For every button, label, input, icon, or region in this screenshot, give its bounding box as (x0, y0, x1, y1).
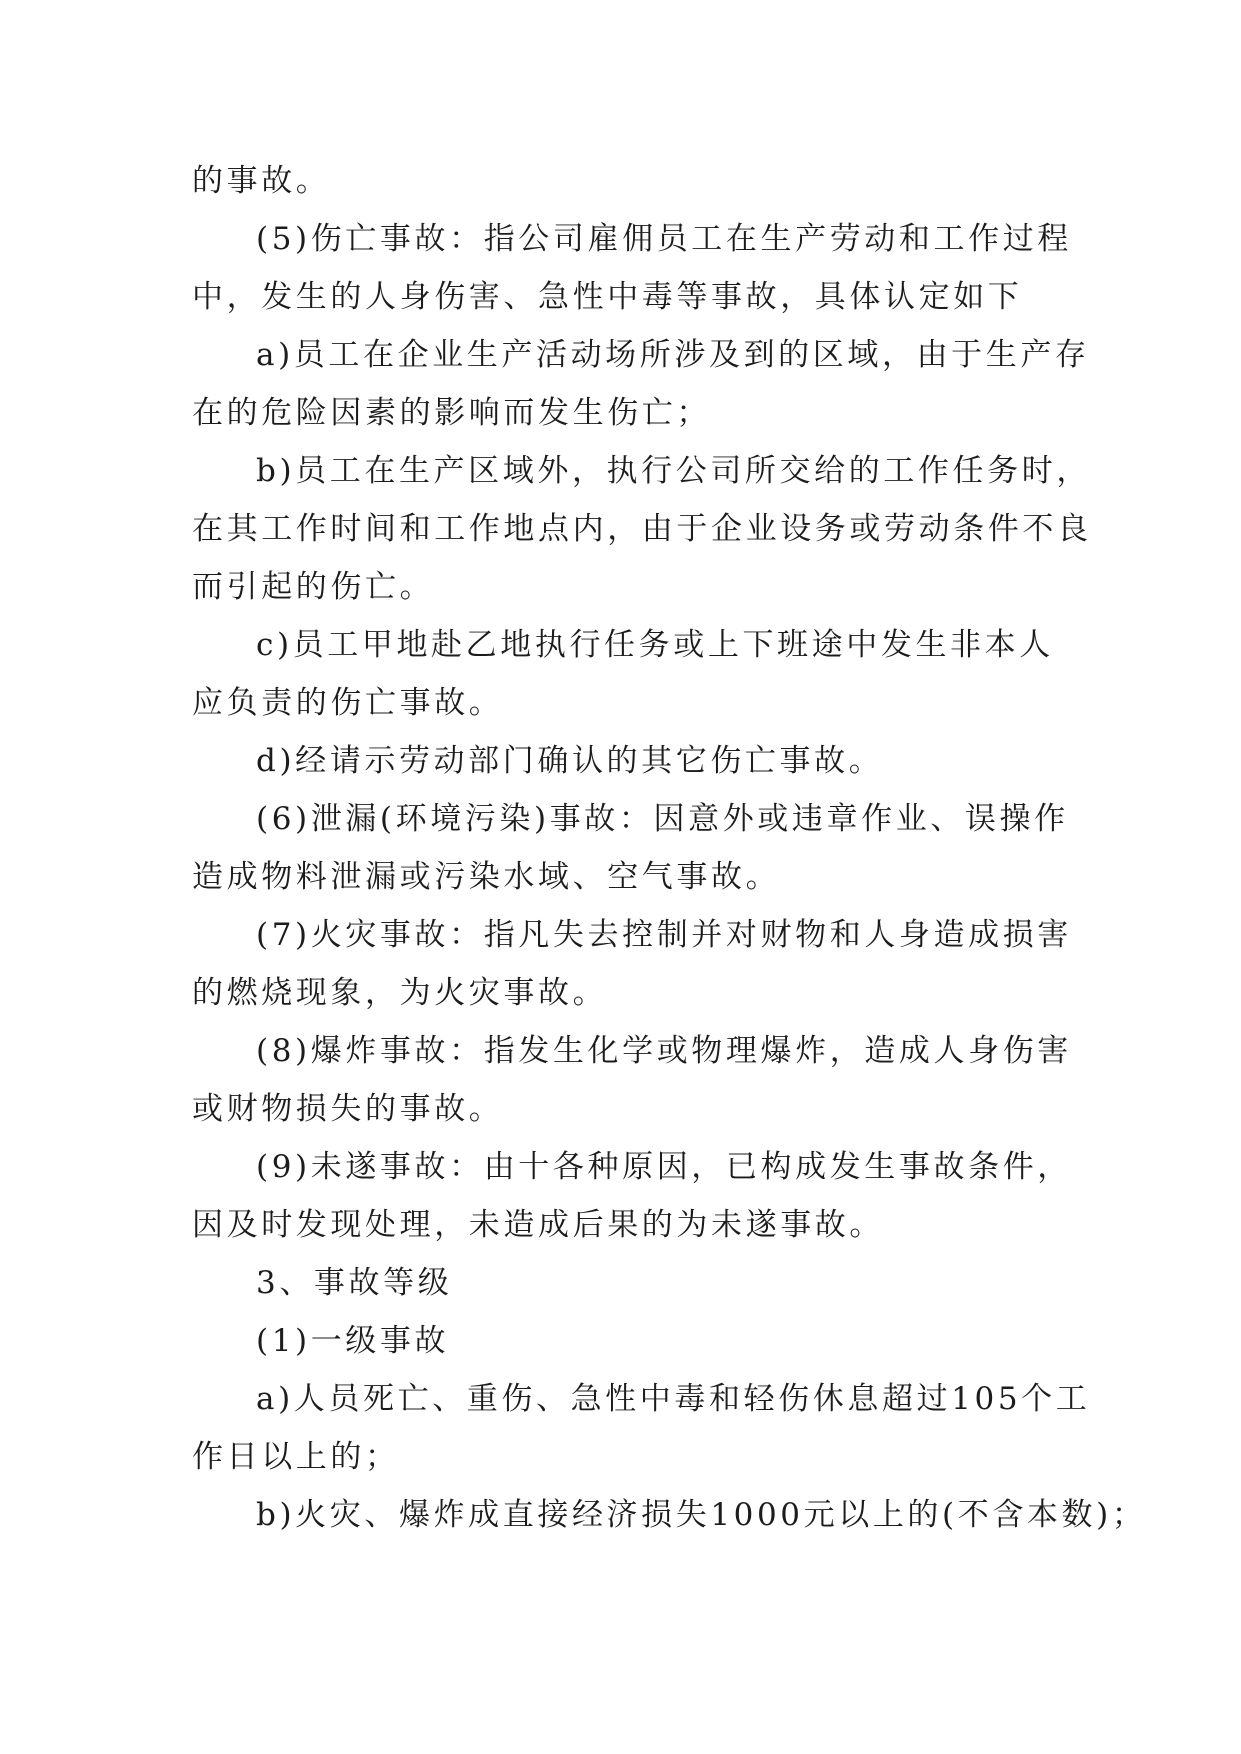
document-body (192, 152, 1147, 1544)
text-line: 作日以上的； (192, 1439, 400, 1475)
text-line: 中，发生的人身伤害、急性中毒等事故，具体认定如下 (192, 279, 1023, 315)
text-line: 的燃烧现象，为火灾事故。 (192, 975, 608, 1011)
text-line: 或财物损失的事故。 (192, 1091, 504, 1127)
text-line: 的事故。 (192, 163, 331, 199)
text-line: 因及时发现处理，未造成后果的为未遂事故。 (192, 1207, 884, 1243)
text-line: 在其工作时间和工作地点内，由于企业设务或劳动条件不良 (192, 511, 1092, 547)
text-line: (9)未遂事故：由十各种原因，已构成发生事故条件， (256, 1149, 1072, 1185)
text-line: (6)泄漏(环境污染)事故：因意外或违章作业、误操作 (256, 801, 1069, 837)
text-line: a)员工在企业生产活动场所涉及到的区域，由于生产存 (256, 337, 1090, 373)
text-line: c)员工甲地赴乙地执行任务或上下班途中发生非本人 (256, 627, 1054, 663)
text-line: (5)伤亡事故：指公司雇佣员工在生产劳动和工作过程 (256, 221, 1072, 257)
text-line: (7)火灾事故：指凡失去控制并对财物和人身造成损害 (256, 917, 1072, 953)
section-heading: 3、事故等级 (256, 1265, 453, 1301)
text-line: b)员工在生产区域外，执行公司所交给的工作任务时， (256, 453, 1091, 489)
text-line: 在的危险因素的影响而发生伤亡； (192, 395, 711, 431)
text-line: 造成物料泄漏或污染水域、空气事故。 (192, 859, 781, 895)
subsection-heading: (1)一级事故 (256, 1323, 450, 1359)
text-line: (8)爆炸事故：指发生化学或物理爆炸，造成人身伤害 (256, 1033, 1072, 1069)
text-line: 应负责的伤亡事故。 (192, 685, 504, 721)
text-line: d)经请示劳动部门确认的其它伤亡事故。 (256, 743, 884, 779)
text-line: b)火灾、爆炸成直接经济损失1000元以上的(不含本数)； (256, 1497, 1147, 1533)
text-line: a)人员死亡、重伤、急性中毒和轻伤休息超过105个工 (256, 1381, 1091, 1417)
text-line: 而引起的伤亡。 (192, 569, 435, 605)
